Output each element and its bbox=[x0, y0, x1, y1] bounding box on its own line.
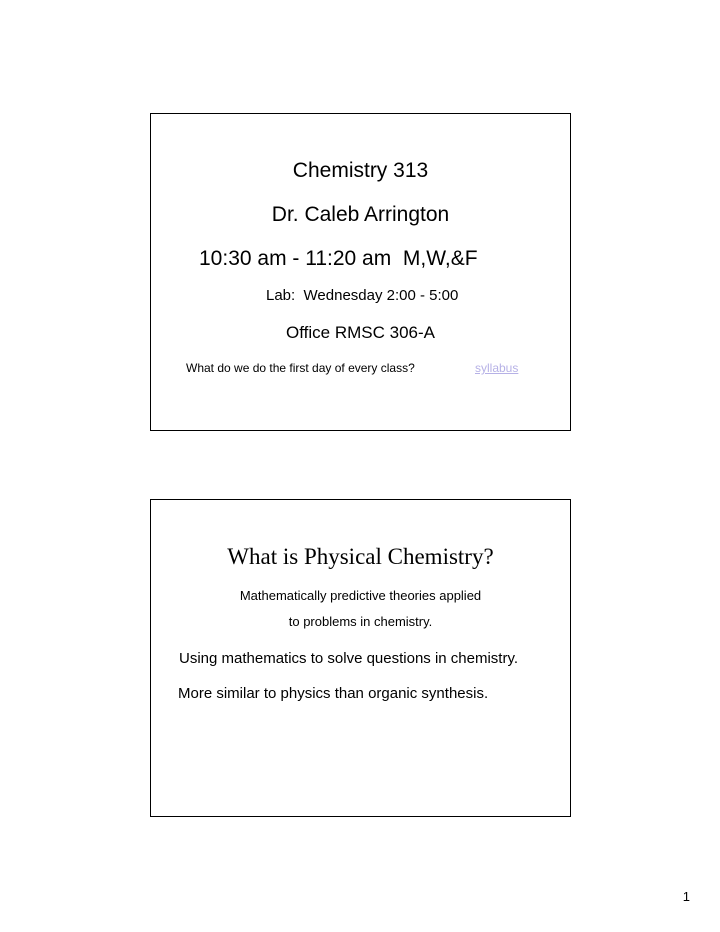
lab-schedule: Lab: Wednesday 2:00 - 5:00 bbox=[266, 287, 459, 304]
class-schedule: 10:30 am - 11:20 am M,W,&F bbox=[199, 247, 478, 270]
definition-line-1: Mathematically predictive theories applied bbox=[239, 588, 482, 603]
slide-physical-chemistry bbox=[150, 499, 571, 817]
first-day-question: What do we do the first day of every class? bbox=[186, 361, 415, 375]
slide-course-info bbox=[150, 113, 571, 431]
office-location: Office RMSC 306-A bbox=[286, 323, 435, 342]
instructor-name: Dr. Caleb Arrington bbox=[271, 203, 450, 226]
point-mathematics: Using mathematics to solve questions in chemistry. bbox=[179, 650, 519, 667]
definition-line-2: to problems in chemistry. bbox=[288, 614, 433, 629]
point-physics: More similar to physics than organic synthesis. bbox=[178, 685, 489, 702]
syllabus-link[interactable]: syllabus bbox=[475, 361, 519, 375]
page-number: 1 bbox=[682, 889, 690, 904]
course-title: Chemistry 313 bbox=[292, 159, 429, 182]
slide-title: What is Physical Chemistry? bbox=[227, 544, 494, 569]
